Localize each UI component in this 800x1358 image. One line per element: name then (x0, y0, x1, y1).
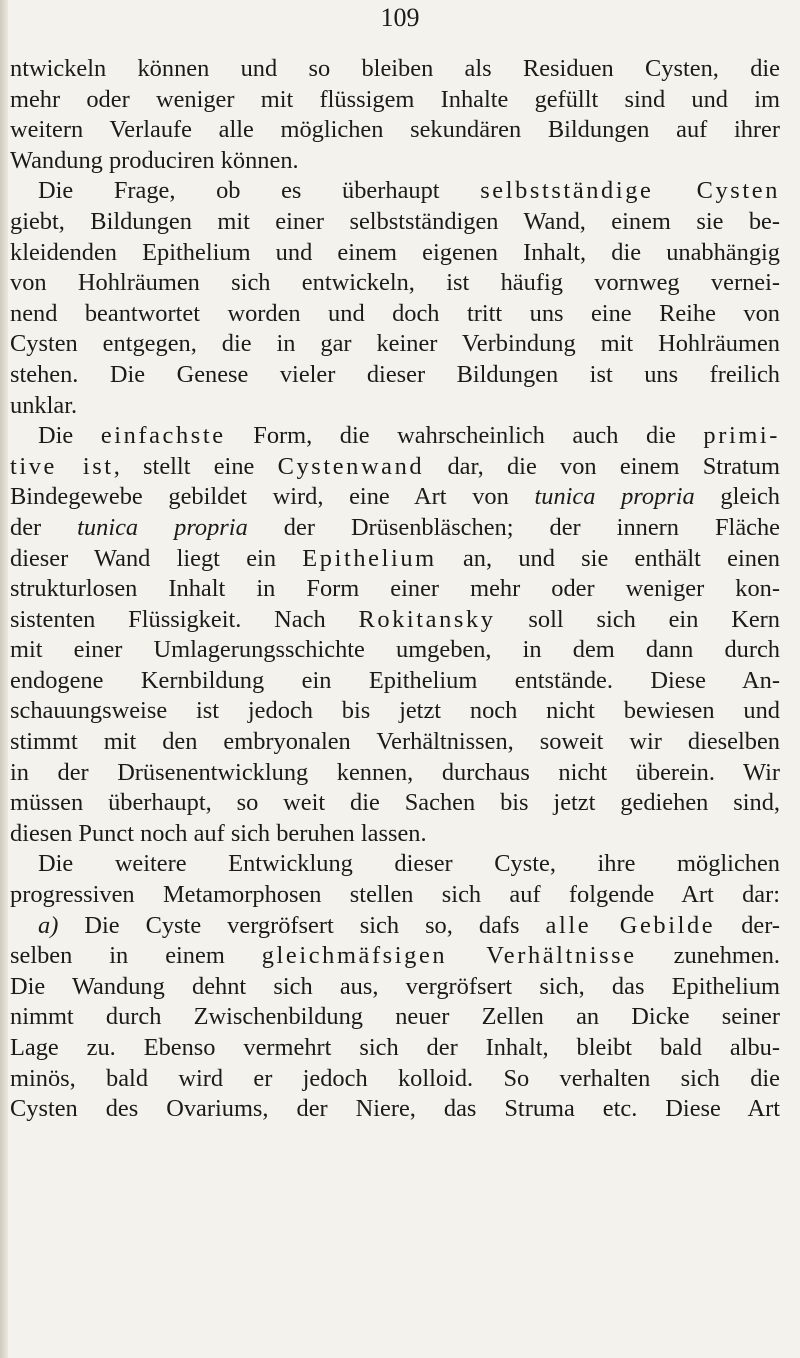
text-segment: mehr oder weniger mit flüssigem Inhalte gefüllt sind und im (10, 85, 780, 113)
text-line (10, 299, 780, 330)
text-line (10, 176, 780, 207)
text-line (10, 544, 780, 575)
text-segment: dar, die von einem Stratum (424, 452, 780, 480)
text-line (10, 941, 780, 972)
text-segment: progressiven Metamorphosen stellen sich auf folgende Art dar: (10, 881, 780, 909)
text-line (10, 758, 780, 789)
text-segment: diesen Punct noch auf sich beruhen lassen. (10, 819, 427, 847)
text-segment: Die Frage, ob es überhaupt (38, 177, 481, 205)
text-segment: Lage zu. Ebenso vermehrt sich der Inhalt, bleibt bald albu- (10, 1034, 780, 1061)
text-line (10, 574, 780, 605)
text-line (10, 207, 780, 238)
page-binding-edge (0, 0, 8, 1358)
text-line (10, 421, 780, 452)
text-line (10, 238, 780, 269)
text-segment: nimmt durch Zwischenbildung neuer Zellen an Dicke seiner (10, 1003, 780, 1031)
body-text (10, 54, 780, 1125)
spaced-emphasis: einfachste (100, 422, 226, 450)
text-line (10, 452, 780, 483)
spaced-emphasis: alle Gebilde (545, 911, 716, 939)
text-segment: selben in einem (10, 942, 262, 970)
text-line (10, 1064, 780, 1095)
text-line (10, 819, 780, 850)
spaced-emphasis: gleichmäfsigen Verhältnisse (261, 942, 637, 970)
text-segment: soll sich ein Kern (495, 605, 780, 633)
text-line (10, 360, 780, 391)
italic-term: a) (38, 911, 59, 939)
text-segment: endogene Kernbildung ein Epithelium entstände. Diese An- (10, 666, 780, 694)
text-line (10, 1033, 780, 1064)
text-segment: Die (38, 422, 101, 450)
text-line (10, 1094, 780, 1125)
text-line (10, 329, 780, 360)
text-line (10, 85, 780, 116)
spaced-emphasis: Rokitansky (358, 605, 496, 633)
text-segment: gleich (694, 483, 780, 511)
text-segment: in der Drüsenentwicklung kennen, durchaus nicht überein. Wir (10, 758, 780, 786)
text-line (10, 482, 780, 513)
text-segment: mit einer Umlagerungsschichte umgeben, in dem dann durch (10, 636, 780, 664)
text-segment: zunehmen. (636, 942, 780, 970)
text-segment: müssen überhaupt, so weit die Sachen bis jetzt gediehen sind, (10, 789, 780, 817)
page-number: 109 (380, 3, 420, 32)
text-line (10, 880, 780, 911)
text-segment: sistenten Flüssigkeit. Nach (10, 605, 359, 633)
text-segment: giebt, Bildungen mit einer selbstständigen Wand, einem sie be- (10, 207, 780, 235)
text-segment: unklar. (10, 391, 78, 419)
text-line (10, 115, 780, 146)
text-segment: stehen. Die Genese vieler dieser Bildungen ist uns freilich (10, 360, 780, 388)
text-segment: schauungsweise ist jedoch bis jetzt noch nicht bewiesen und (10, 697, 780, 725)
text-segment: kleidenden Epithelium und einem eigenen Inhalt, die unabhängig (10, 238, 780, 266)
text-segment: stimmt mit den embryonalen Verhältnissen, soweit wir dieselben (10, 728, 780, 756)
text-line (10, 54, 780, 85)
italic-term: tunica propria (534, 483, 695, 511)
spaced-emphasis: tive ist (10, 452, 114, 480)
text-line (10, 696, 780, 727)
text-segment: Bindegewebe gebildet wird, eine Art von (10, 483, 535, 511)
text-segment: Die weitere Entwicklung dieser Cyste, ihre möglichen (38, 850, 780, 878)
text-segment: ntwickeln können und so bleiben als Residuen Cysten, die (10, 55, 780, 82)
text-segment: dieser Wand liegt ein (10, 544, 303, 572)
text-line (10, 911, 780, 942)
text-line (10, 635, 780, 666)
text-line (10, 1002, 780, 1033)
text-line (10, 666, 780, 697)
text-segment: an, und sie enthält einen (436, 544, 780, 572)
spaced-emphasis: selbstständige Cysten (480, 177, 780, 205)
text-segment: von Hohlräumen sich entwickeln, ist häufig vornweg vernei- (10, 269, 780, 297)
text-segment: der (10, 513, 78, 541)
text-segment: Cysten des Ovariums, der Niere, das Struma etc. Diese Art (10, 1095, 780, 1123)
italic-term: tunica propria (77, 513, 248, 541)
text-segment: Wandung produciren können. (10, 146, 299, 174)
text-line (10, 788, 780, 819)
text-segment: Die Cyste vergröfsert sich so, dafs (58, 911, 546, 939)
text-segment: Die Wandung dehnt sich aus, vergröfsert sich, das Epithelium (10, 972, 780, 1000)
text-segment: Cysten entgegen, die in gar keiner Verbindung mit Hohlräumen (10, 330, 780, 358)
text-line (10, 391, 780, 422)
text-segment: Form, die wahrscheinlich auch die (225, 422, 704, 450)
text-line (10, 849, 780, 880)
text-segment: der Drüsenbläschen; der innern Fläche (247, 513, 780, 541)
text-line (10, 605, 780, 636)
text-line (10, 727, 780, 758)
text-segment: nend beantwortet worden und doch tritt uns eine Reihe von (10, 299, 780, 327)
text-segment: minös, bald wird er jedoch kolloid. So verhalten sich die (10, 1064, 780, 1092)
text-segment: weitern Verlaufe alle möglichen sekundären Bildungen auf ihrer (10, 116, 780, 144)
text-line (10, 513, 780, 544)
text-segment: der- (715, 911, 780, 939)
text-segment: strukturlosen Inhalt in Form einer mehr oder weniger kon- (10, 575, 780, 603)
text-line (10, 268, 780, 299)
text-segment: , stellt eine (113, 452, 278, 480)
text-line (10, 972, 780, 1003)
spaced-emphasis: Epithelium (302, 544, 437, 572)
text-line (10, 146, 780, 177)
spaced-emphasis: primi- (703, 422, 780, 450)
spaced-emphasis: Cystenwand (277, 452, 425, 480)
